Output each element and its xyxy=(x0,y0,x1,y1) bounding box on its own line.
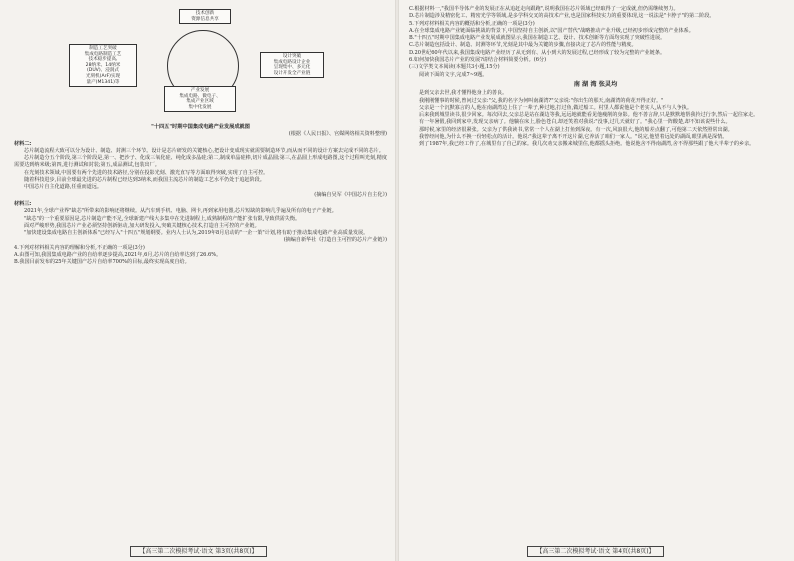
story-paragraph: 后来我到城里读书,很少回家。每次回去,父亲总是站在湖边等我,远远地就能看见他瘦削的身影。他不善言辞,只是默默地帮我拎过行李,然后一起往家走。 xyxy=(419,112,759,119)
question-5-option: C.芯片制造包括设计、制造、封测等环节,光刻是其中最为关键的步骤,直接决定了芯片的性能与精度。 xyxy=(409,42,637,49)
section-heading: (三)文学类文本阅读(本题共3小题,15分) xyxy=(409,64,500,71)
material-3-paragraph: 2021年,全球产业界"缺芯"所带来的影响还将继续。从汽车到手机、电脑、网卡,再到家用电器,芯片短缺的影响几乎遍及所有的电子产业链。 xyxy=(24,208,337,215)
question-5: 5.下列对材料相关内容的概括和分析,正确的一项是(3分) xyxy=(409,20,535,27)
question-5-option: B."十四五"时期中国集成电路产业发展成就图显示,我国在制造工艺、设计、技术创新等方面均实现了突破性进展。 xyxy=(409,35,666,42)
question-4-option: B.我国目前发布的25年关键国产芯片自给率700%的目标,最终实现高度自给。 xyxy=(14,259,190,266)
material-2-heading: 材料二: xyxy=(14,140,32,147)
material-2-paragraph: 在光刻技术领域,中国要有两个先进的技术路径,分别在投影光刻、激光直写等方面取得突破,实现了自主可控。 xyxy=(24,169,269,176)
diagram-box-top: 技术创新 资源信息共享 xyxy=(179,9,231,24)
material-3-paragraph: 面对严峻形势,我国芯片产业必须坚持创新驱动,加大研发投入,突破关键核心技术,打造自主可控的产业链。 xyxy=(24,222,260,229)
material-3-paragraph: "缺芯"的一个重要原因是,芯片制造产能不足,全球新建产线大多集中在先进制程上,成熟制程的产能扩张有限,导致供需失衡。 xyxy=(24,215,301,222)
diagram-box-right: 设计突破 集成电路设计企业 呈现集中、多元化 设计开发全产业链 xyxy=(260,52,324,78)
material-3-paragraph: "加快建设集成电路自主创新体系"已经写入"十四五"规划纲要。业内人士认为,2019年8月启动的"一企一策"计划,将有助于推动集成电路产业高质量发展。 xyxy=(24,230,369,237)
left-column xyxy=(14,6,387,541)
material-2-paragraph: 随着科技进步,目前全球最先进的芯片制程已经达到3纳米,而我国主流芯片的制造工艺水平仍处于追赶阶段。 xyxy=(24,177,265,184)
material-3-heading: 材料三: xyxy=(14,200,32,207)
question-4-option: A.由图可知,我国集成电路产业的自给率逐步提高,2021年,6月,芯片的自给率达到了26.6%。 xyxy=(14,252,222,259)
diagram-box-left: 制造工艺突破 集成电路制造工艺 技术稳步提高, 28纳米、14纳米 (DUV)、浸润式 光刻机(ArF)实现 量产(M1341)等 xyxy=(69,44,137,87)
section-instruction: 阅读下面的文字,完成7~9题。 xyxy=(419,71,488,78)
right-footer-label: 【高三第二次模拟考试·语文 第4页(共8页)】 xyxy=(527,546,663,557)
question-6: 6.如何加快我国芯片产业的发展?请结合材料简要分析。(6分) xyxy=(409,57,547,64)
right-column xyxy=(409,6,782,541)
material-2-paragraph: 芯片制造流程大致可以分为设计、制造、封测三个环节。设计是芯片研发的关键核心,把设计变成现实就需要制造环节,而从而不同的设计方案去完成不同的芯片。 xyxy=(24,147,384,154)
question-4: 4.下列对材料相关内容的理解和分析,不正确的一项是(3分) xyxy=(14,244,145,251)
left-page-footer xyxy=(0,546,397,555)
story-paragraph: 到了1987年,我已经工作了,在城里有了自己的家。我几次劝父亲搬来城里住,他都摇头拒绝。他说他舍不得南湖湾,舍不得那些跟了他大半辈子的乡亲。 xyxy=(419,141,755,148)
story-paragraph: 我刚刚懂事的时候,曾问过父亲:"父,我的名字为何叫南湖湾?"父亲说:"你出生的那天,南湖湾的荷花开得正好。" xyxy=(419,97,664,104)
question-5-option: D.20世纪60年代以来,我国集成电路产业经历了从无到有、从小到大的发展过程,已经形成了较为完整的产业链条。 xyxy=(409,49,666,56)
material-2-source: (摘编自吴军《中国芯片自主化》) xyxy=(314,191,387,198)
question-5-option: A.在全球集成电路产业链面临挑战的背景下,中国坚持自主创新,以"国产替代"战略推动产业升级,已经初步形成完整的产业体系。 xyxy=(409,27,694,34)
diagram-caption: "十四五"时期中国集成电路产业发展成就图 xyxy=(151,124,250,130)
material-3-source: (摘编自新华社《打造自主可控的芯片产业链》) xyxy=(283,237,387,244)
question-4-option: D.芯片制造涉及精密化工、精密光学等领域,是多学科交叉的高技术产业,也是国家科技实力的重要体现,这一说法是"卡脖子"的第二阶段。 xyxy=(409,13,715,20)
story-paragraph: 有一年暑假,我回到家中,发现父亲病了。他躺在床上,脸色苍白,却还笑着对我说:"没事,过几天就好了。"我心里一阵酸楚,却不知该说些什么。 xyxy=(419,119,731,126)
material-2-paragraph: 中国芯片自主化道路,任重而道远。 xyxy=(24,184,103,191)
story-paragraph: 那时候,家里的经济很紧张。父亲为了供我读书,常常一个人在湖上打鱼到深夜。有一次,风浪很大,他的船差点翻了,可他第二天依然照常出湖。 xyxy=(419,126,733,133)
diagram-source: (根据《人民日报》、官媒网络相关资料整理) xyxy=(288,131,387,138)
industry-diagram xyxy=(14,6,387,124)
diagram-box-bottom: 产业发展 集成电路、微电子、 集成产业区域 集中化发展 xyxy=(164,86,236,112)
question-4-option: C.根据材料一,"我国半导体产业的发展正在从追赶走向跟跑",说明我国在芯片领域已经取得了一定成就,但仍需继续努力。 xyxy=(409,6,679,12)
left-footer-label: 【高三第二次模拟考试·语文 第3页(共8页)】 xyxy=(130,546,266,557)
page-right xyxy=(397,0,794,561)
story-paragraph: 父亲是一个沉默寡言的人,他在南湖湾边上住了一辈子,种过地,打过鱼,做过船工。村里人都说他是个老实人,从不与人争执。 xyxy=(419,104,692,111)
material-2-paragraph: 芯片制造分五个阶段,第三个阶段是,第一、把沙子、化成三氧化硅、纯化成多晶硅;第二,制成单晶硅棒,切片成晶圆;第三,在晶圆上形成电路图,这个过程叫光刻,精度需要达到纳米级;第四,进行测试和封装;第五,成品测试,包装出厂。 xyxy=(14,155,387,169)
right-page-footer xyxy=(397,546,794,555)
story-paragraph: 是到父亲去世,我才懂得他身上的善良。 xyxy=(419,90,508,97)
story-paragraph: 我曾经问他,为什么不换一份轻松点的活计。他说:"我这辈子离不开这片湖,它养活了咱们一家人。"说完,他望着远处的湖面,眼里满是深情。 xyxy=(419,134,728,141)
story-title: 南 湖 湾 张灵均 xyxy=(573,80,618,88)
